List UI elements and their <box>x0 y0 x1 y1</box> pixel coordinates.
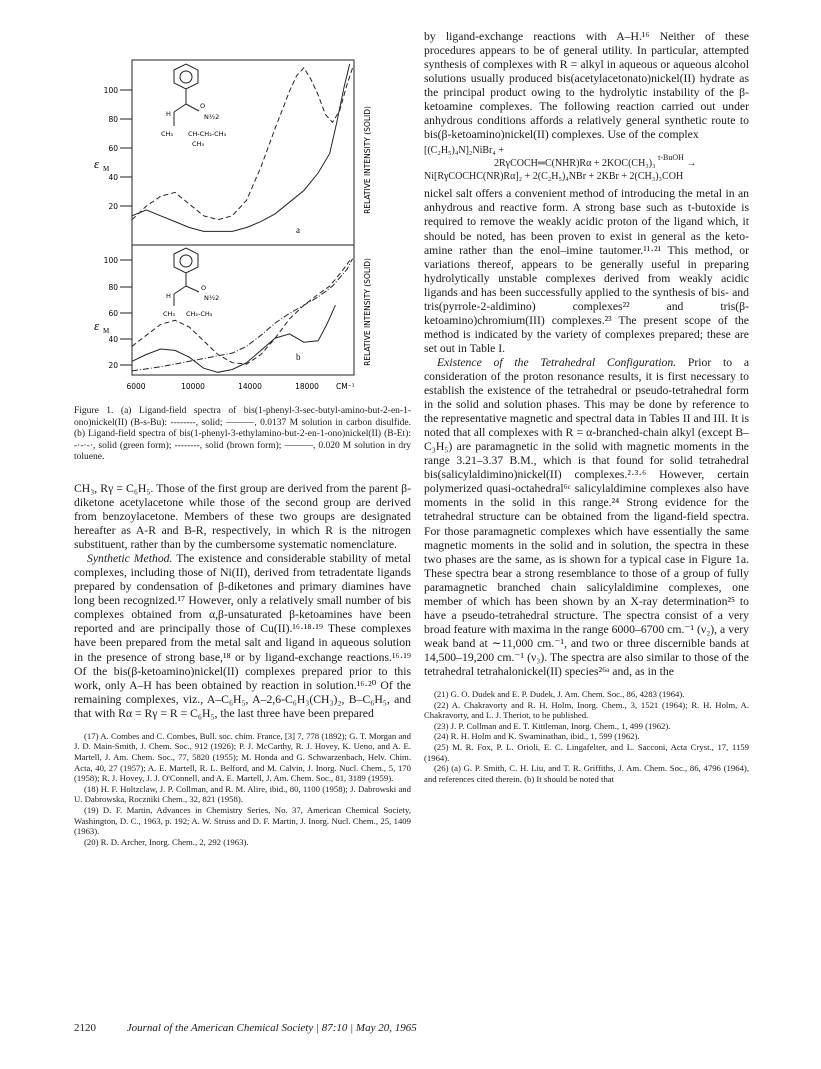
reference-24: (24) R. H. Holm and K. Swaminathan, ibid., 1, 599 (1962). <box>434 731 640 742</box>
equation-line-1: [(C₂H₅)₄N]₂NiBr₄ + <box>424 145 505 157</box>
reference-19: (19) D. F. Martin, Advances in Chemistry Series, No. 37, American Chemical Society, Washington, D. C., 1963, p. 192; A. W. Struss and D. F. Martin, J. Inorg. Nucl. Chem., 25, 1409 (1963). <box>74 804 411 837</box>
a-ytick-1: 80 <box>108 115 118 124</box>
right-paragraph-2: nickel salt offers a convenient method of introducing the metal in an anhydrous and reactive form. A strong base such as t-butoxide is required to remove the weakly acidic proton of the ligand which, it should be noted, has been proven to exist in general as the keto-amine rather than the enol–imine tautomer.¹¹·²¹ This method, or variations thereof, appears to be generally useful in preparing hydrolytically unstable complexes derived from weakly acidic ligands and has been successfully applied to the synthesis of bis- and tris(pyrrole-2-aldimino) complexes²² and tris(β-ketoamino)chromium(III) complexes.²³ The present scope of the method is indicated by the variety of complexes prepared; these are set out in Table I. <box>424 187 749 355</box>
panel-a-tag: a <box>296 225 300 235</box>
b-ylabel: ε <box>94 318 100 333</box>
left-paragraph-1: CH₃, Rγ = C₆H₅. Those of the first group are derived from the parent β-diketone acetylacetone while those of the second group are derived from benzoylacetone. Members of these two groups are designated hereafter as A-R and B-R, respectively, in which R is the nitrogen substituent, rather than by the cumbersome systematic nomenclature. <box>74 481 411 552</box>
page-number: 2120 <box>74 1022 96 1034</box>
left-body-text <box>74 482 411 721</box>
b-ytick-0: 100 <box>103 256 118 265</box>
a-ylabel: ε <box>94 156 100 171</box>
right-body-text <box>424 30 749 679</box>
mol-a-l4: CH₃ <box>161 130 174 138</box>
b-ylabel-sub: M <box>103 327 110 335</box>
left-paragraph-2 <box>74 552 411 721</box>
reference-23: (23) J. P. Collman and E. T. Kittleman, Inorg. Chem., 1, 499 (1962). <box>434 720 671 731</box>
molecule-a-structure <box>174 64 199 126</box>
molecule-b-structure <box>174 248 199 306</box>
mol-b-l2: H <box>166 292 171 300</box>
panel-b-tag: b <box>296 352 301 362</box>
a-ytick-2: 60 <box>108 144 118 153</box>
b-ytick-2: 60 <box>108 309 118 318</box>
reference-22: (22) A. Chakravorty and R. H. Holm, Inorg. Chem., 3, 1521 (1964); R. H. Holm, A. Chakravorty, and L. J. Theriot, to be published. <box>424 699 749 721</box>
mol-b-l1: O <box>201 284 207 292</box>
b-ytick-4: 20 <box>108 361 118 370</box>
xtick-3: 18000 <box>295 382 319 391</box>
journal-citation: Journal of the American Chemical Society | 87:10 | May 20, 1965 <box>126 1022 417 1034</box>
a-ytick-0: 100 <box>103 86 118 95</box>
right-paragraph-3-text: Prior to a consideration of the proton resonance results, it is first necessary to establish the existence of the tetrahedral or pseudo-tetrahedral form in the solid and solution phases. This may be done by reference to the representative magnetic and spectral data in Tables II and III. It is noted that all complexes with R = α-branched-chain alkyl (except B–C₃H₅) are paramagnetic in the solid with magnetic moments in the range 3.21–3.37 B.M., which is that found for solid tetrahedral bis(salicylaldimino)nickel(II) complexes.²·³·⁶ However, certain polymerized quasi-octahedral⁶ᶜ salicylaldimine complexes also have moments in the solid in this range.²⁴ Strong evidence for the tetrahedral structure can be obtained from the ligand-field spectra. For those paramagnetic complexes which have essentially the same magnetic moments in the solid and in solution, the spectra in these two phases are the same, as is shown for a typical case in Figure 1a. These spectra bear a strong resemblance to those of a group of fully paramagnetic branched chain salicylaldimine complexes, one member of which has been shown by an X-ray determination²⁵ to have a pseudo-tetrahedral structure. The spectra consist of a very broad feature with maxima in the range 6000–6700 cm.⁻¹ (ν₂), a very weak band at ∼11,000 cm.⁻¹, and two or three discernible bands at 14,500–19,200 cm.⁻¹ (ν₃). The spectra are also similar to those of the tetrahedral tetrahalonickel(II) species²⁶ᵃ and, as in the <box>424 355 750 678</box>
equation-line-2: 2RγCOCH═C(NHR)Rα + 2KOC(CH₃)₃ <box>494 158 656 170</box>
a-right-label: RELATIVE INTENSITY (SOLID) <box>363 106 372 214</box>
mol-b-l3: N½2 <box>204 294 220 302</box>
xtick-1: 10000 <box>181 382 205 391</box>
mol-a-l6: CH₃ <box>192 140 205 148</box>
reference-17: (17) A. Combes and C. Combes, Bull. soc. chim. France, [3] 7, 778 (1892); G. T. Morgan and J. D. Main-Smith, J. Chem. Soc., 912 (1926); P. J. McCarthy, R. J. Hovey, K. Ueno, and A. E. Martell, J. Am. Chem. Soc., 77, 5820 (1955); M. Honda and G. Schwarzenbach, Helv. Chim. Acta, 40, 27 (1957); A. E. Martell, R. L. Belford, and M. Calvin, J. Inorg. Nucl. Chem., 5, 170 (1958); R. J. Hovey, J. J. O'Connell, and A. E. Martell, J. Am. Chem. Soc., 81, 3189 (1959). <box>74 730 411 784</box>
synthetic-method-heading: Synthetic Method. <box>87 552 173 566</box>
figure-1-chart <box>74 30 411 400</box>
left-references <box>74 731 411 848</box>
panel-a-series-1 <box>132 68 353 220</box>
b-ytick-1: 80 <box>108 283 118 292</box>
mol-b-l4: CH₃ <box>163 310 176 318</box>
figure-1 <box>74 30 411 400</box>
reference-26: (26) (a) G. P. Smith, C. H. Liu, and T. R. Griffiths, J. Am. Chem. Soc., 86, 4796 (1964), and references cited therein. (b) It should be noted that <box>424 763 749 784</box>
b-right-label: RELATIVE INTENSITY (SOLID) <box>363 258 372 366</box>
a-ylabel-sub: M <box>103 165 110 173</box>
mol-a-l3: N½2 <box>204 113 220 121</box>
equation-line-3: Ni[RγCOCHC(NR)Rα]₂ + 2(C₂H₅)₄NBr + 2KBr + 2(CH₃)₃COH <box>424 171 684 183</box>
mol-a-l5: CH-CH₂-CH₃ <box>188 130 227 138</box>
right-references <box>424 689 749 784</box>
figure-caption: Figure 1. (a) Ligand-field spectra of bis(1-phenyl-3-sec-butyl-amino-but-2-en-1-ono)nickel(II) (B-s-Bu): --------, solid; ———, 0.0137 M solution in carbon disulfide. (b) Ligand-field spectra of bis(1-phenyl-3-ethylamino-but-2-en-1-ono)nickel(II) (B-Et): -·-·-·, solid (green form); --------, solid (brown form); ———, 0.020 M solution in dry toluene. <box>74 406 411 463</box>
left-column <box>74 30 411 847</box>
mol-a-l2: H <box>166 110 171 118</box>
b-ytick-3: 40 <box>108 335 118 344</box>
reference-21: (21) G. O. Dudek and E. P. Dudek, J. Am. Chem. Soc., 86, 4283 (1964). <box>434 689 685 700</box>
right-paragraph-3 <box>424 356 749 679</box>
page-footer <box>74 1022 744 1034</box>
right-paragraph-1: by ligand-exchange reactions with A–H.¹⁶ Neither of these procedures appears to be of general utility. In particular, attempted synthesis of complexes with R = alkyl in aqueous or aqueous alcohol solutions usually produced bis(acetylacetonato)nickel(II) hydrate as the principal product owing to the hydrolytic instability of the β-ketoamine complexes. The following reaction carried out under anhydrous conditions affords a relatively general synthetic route to bis(β-ketoamino)nickel(II) complexes. Use of the complex <box>424 30 749 142</box>
reference-25: (25) M. R. Fox, P. L. Orioli, E. C. Lingafelter, and L. Sacconi, Acta Cryst., 17, 1159 (1964). <box>424 741 749 763</box>
a-ytick-3: 40 <box>108 173 118 182</box>
left-paragraph-2-text: The existence and considerable stability of metal complexes, including those of Ni(II), derived from tetradentate ligands prepared by condensation of β-diketones and primary diamines have long been recognized.¹⁷ However, only a relatively small number of bis complexes obtained from α,β-unsaturated β-ketoamines have been reported and are principally those of Cu(II).¹⁶·¹⁸·¹⁹ These complexes have been prepared from the metal salt and ligand in aqueous solution in the presence of strong base,¹⁸ or by ligand-exchange reactions.¹⁶·¹⁹ Of the bis(β-ketoamino)nickel(II) complexes prepared prior to this work, only A–H has been obtained by reaction in solution.¹⁶·²⁰ Of the remaining complexes, viz., A–C₆H₅, A–2,6-C₆H₃(CH₃)₂, B–C₆H₅, and that with Rα = Rγ = R = C₆H₅, the last three have been prepared <box>74 552 411 720</box>
x-unit: CM⁻¹ <box>336 382 355 391</box>
xtick-2: 14000 <box>238 382 262 391</box>
a-ytick-4: 20 <box>108 202 118 211</box>
reaction-equation: [(C₂H₅)₄N]₂NiBr₄ + 2RγCOCH═C(NHR)Rα + 2KOC(CH₃)₃ t-BuOH → Ni[RγCOCHC(NR)Rα]₂ + 2(C₂H₅)₄NBr + 2KBr + 2(CH₃)₃COH <box>424 144 749 183</box>
reference-20: (20) R. D. Archer, Inorg. Chem., 2, 292 (1963). <box>84 836 249 847</box>
reference-18: (18) H. F. Holtzclaw, J. P. Collman, and R. M. Alire, ibid., 80, 1100 (1958); J. Dabrowski and U. Dabrowska, Roczniki Chem., 32, 821 (1958). <box>74 783 411 805</box>
mol-b-l5: CH₂-CH₃ <box>186 310 213 318</box>
tetrahedral-heading: Existence of the Tetrahedral Configuration. <box>437 355 677 369</box>
right-column <box>424 30 749 784</box>
equation-arrow-label: t-BuOH <box>658 153 684 163</box>
xtick-0: 6000 <box>126 382 146 391</box>
mol-a-l1: O <box>200 102 206 110</box>
